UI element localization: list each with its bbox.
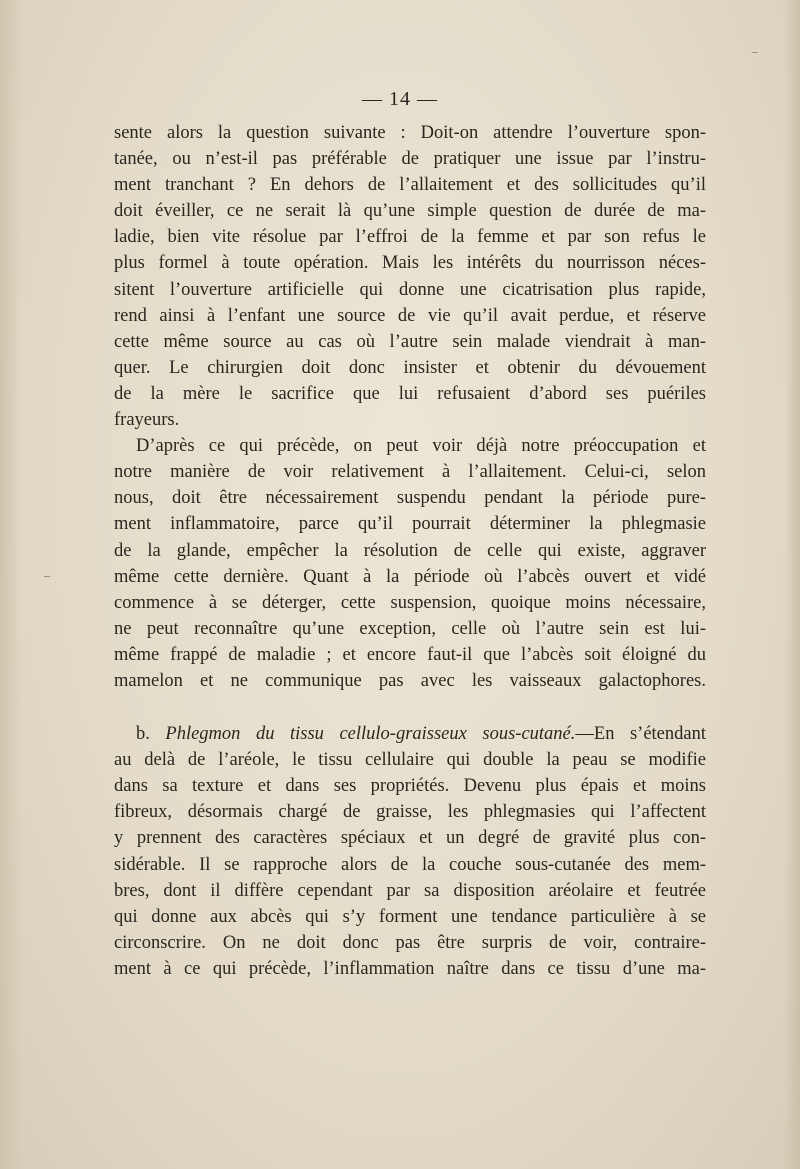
text-line: de la mère le sacrifice que lui refusaient d’abord ses puériles [114,383,706,404]
section-heading-continuation: —En s’étendant [575,724,706,745]
text-line: qui donne aux abcès qui s’y forment une tendance particulière à se [114,906,706,927]
text-line: notre manière de voir relativement à l’allaitement. Celui-ci, selon [114,462,706,483]
text-line: D’après ce qui précède, on peut voir déjà notre préoccupation et [136,436,706,457]
text-line: sitent l’ouverture artificielle qui donne une cicatrisation plus rapide, [114,279,706,300]
body-text [114,120,706,982]
margin-mark [44,576,50,577]
text-line: de la glande, empêcher la résolution de celle qui existe, aggraver [114,540,706,561]
text-line: même cette dernière. Quant à la période où l’abcès ouvert et vidé [114,566,706,587]
text-line: nous, doit être nécessairement suspendu pendant la période pure- [114,488,706,509]
page-number: — 14 — [362,88,438,110]
margin-mark [752,52,758,53]
text-line: cette même source au cas où l’autre sein malade viendrait à man- [114,331,706,352]
text-line: sente alors la question suivante : Doit-on attendre l’ouverture spon- [114,123,706,143]
section-spacer [114,694,706,721]
text-line: circonscrire. On ne doit donc pas être surpris de voir, contraire- [114,932,706,953]
text-line: ment tranchant ? En dehors de l’allaitement et des sollicitudes qu’il [114,175,706,196]
section-heading: Phlegmon du tissu cellulo-graisseux sous-cutané. [165,724,576,745]
paragraph [114,120,706,433]
text-line: ne peut reconnaître qu’une exception, celle où l’autre sein est lui- [114,618,706,639]
text-line: doit éveiller, ce ne serait là qu’une simple question de durée de ma- [114,201,706,222]
text-line: bres, dont il diffère cependant par sa disposition aréolaire et feutrée [114,880,706,901]
text-line: ladie, bien vite résolue par l’effroi de la femme et par son refus le [114,227,706,248]
section-heading-line [114,721,706,747]
section-letter: b. [136,724,166,745]
text-line: ment à ce qui précède, l’inflammation naître dans ce tissu d’une ma- [114,958,706,979]
text-line: au delà de l’aréole, le tissu cellulaire qui double la peau se modifie [114,750,706,771]
text-line: plus formel à toute opération. Mais les intérêts du nourrisson néces- [114,253,706,274]
text-line: commence à se déterger, cette suspension, quoique moins nécessaire, [114,592,706,613]
text-line: quer. Le chirurgien doit donc insister et obtenir du dévouement [114,357,706,378]
paragraph [114,721,706,982]
text-line: rend ainsi à l’enfant une source de vie qu’il avait perdue, et réserve [114,305,706,326]
paragraph [114,433,706,694]
text-line: même frappé de maladie ; et encore faut-il que l’abcès soit éloigné du [114,644,706,665]
text-line: mamelon et ne communique pas avec les vaisseaux galactophores. [114,670,706,691]
page-edge-shadow-right [784,0,800,1169]
text-line: ment inflammatoire, parce qu’il pourrait déterminer la phlegmasie [114,514,706,535]
text-line: dans sa texture et dans ses propriétés. Devenu plus épais et moins [114,776,706,797]
text-line: fibreux, désormais chargé de graisse, les phlegmasies qui l’affectent [114,802,706,823]
page-edge-shadow-left [0,0,22,1169]
text-line: tanée, ou n’est-il pas préférable de pratiquer une issue par l’instru- [114,149,706,170]
text-line: sidérable. Il se rapproche alors de la couche sous-cutanée des mem- [114,854,706,875]
text-line: frayeurs. [114,410,180,431]
text-line: y prennent des caractères spéciaux et un degré de gravité plus con- [114,828,706,849]
